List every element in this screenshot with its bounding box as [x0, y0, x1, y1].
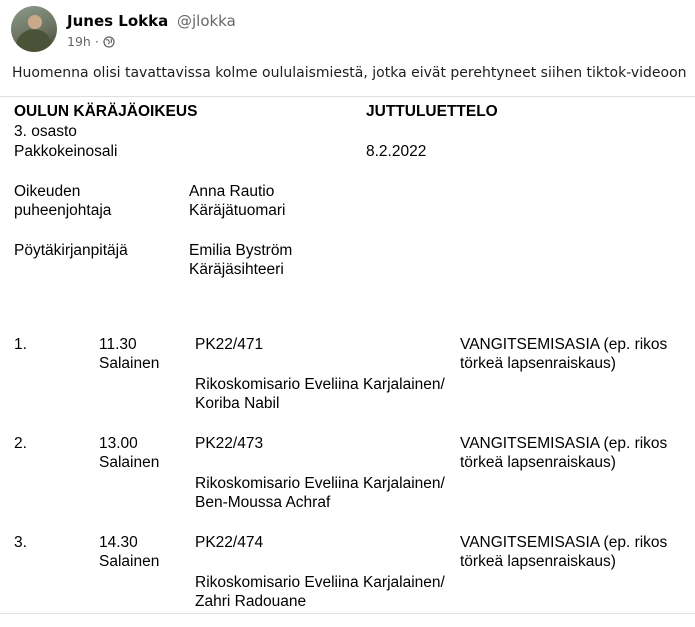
case-number: 1. — [14, 336, 27, 353]
case-status: Salainen — [99, 355, 160, 372]
case-time: 14.30 — [99, 534, 138, 551]
case-status: Salainen — [99, 553, 160, 570]
post-meta — [67, 34, 115, 49]
case-matter: VANGITSEMISASIA (ep. rikos — [460, 435, 668, 452]
department: 3. osasto — [14, 123, 77, 140]
case-matter: VANGITSEMISASIA (ep. rikos — [460, 534, 668, 551]
case-matter-2: törkeä lapsenraiskaus) — [460, 355, 616, 372]
author-handle[interactable]: @jlokka — [176, 12, 236, 30]
case-parties: Rikoskomisario Eveliina Karjalainen/ — [195, 475, 445, 492]
chair-name: Anna Rautio — [189, 183, 275, 200]
case-parties: Rikoskomisario Eveliina Karjalainen/ — [195, 574, 445, 591]
avatar[interactable] — [11, 6, 57, 52]
hall: Pakkokeinosali — [14, 143, 118, 160]
chair-title: Käräjätuomari — [189, 202, 286, 219]
case-matter: VANGITSEMISASIA (ep. rikos — [460, 336, 668, 353]
court-document-image[interactable] — [0, 97, 695, 613]
clerk-title: Käräjäsihteeri — [189, 261, 284, 278]
post-caption: Huomenna olisi tavattavissa kolme oululaismiestä, jotka eivät perehtyneet siihen tiktok-videoon — [12, 65, 687, 81]
post-author — [67, 12, 236, 30]
case-time: 13.00 — [99, 435, 138, 452]
case-parties-2: Ben-Moussa Achraf — [195, 494, 331, 511]
case-matter-2: törkeä lapsenraiskaus) — [460, 553, 616, 570]
case-parties-2: Koriba Nabil — [195, 395, 280, 412]
case-status: Salainen — [99, 454, 160, 471]
meta-separator: · — [94, 34, 99, 49]
post-time[interactable]: 19h — [67, 34, 91, 49]
chair-label: Oikeuden — [14, 183, 81, 200]
case-id: PK22/471 — [195, 336, 264, 353]
chair-label-2: puheenjohtaja — [14, 202, 112, 219]
globe-icon — [103, 36, 115, 48]
divider — [0, 613, 695, 614]
case-parties: Rikoskomisario Eveliina Karjalainen/ — [195, 376, 445, 393]
case-number: 3. — [14, 534, 27, 551]
clerk-name: Emilia Byström — [189, 242, 293, 259]
clerk-label: Pöytäkirjanpitäjä — [14, 242, 128, 259]
case-matter-2: törkeä lapsenraiskaus) — [460, 454, 616, 471]
case-parties-2: Zahri Radouane — [195, 593, 307, 610]
case-number: 2. — [14, 435, 27, 452]
document-date: 8.2.2022 — [366, 143, 427, 160]
case-id: PK22/473 — [195, 435, 264, 452]
court-name: OULUN KÄRÄJÄOIKEUS — [14, 103, 198, 120]
case-time: 11.30 — [99, 336, 137, 353]
case-id: PK22/474 — [195, 534, 264, 551]
author-name[interactable]: Junes Lokka — [67, 12, 169, 30]
document-type: JUTTULUETTELO — [366, 103, 498, 120]
